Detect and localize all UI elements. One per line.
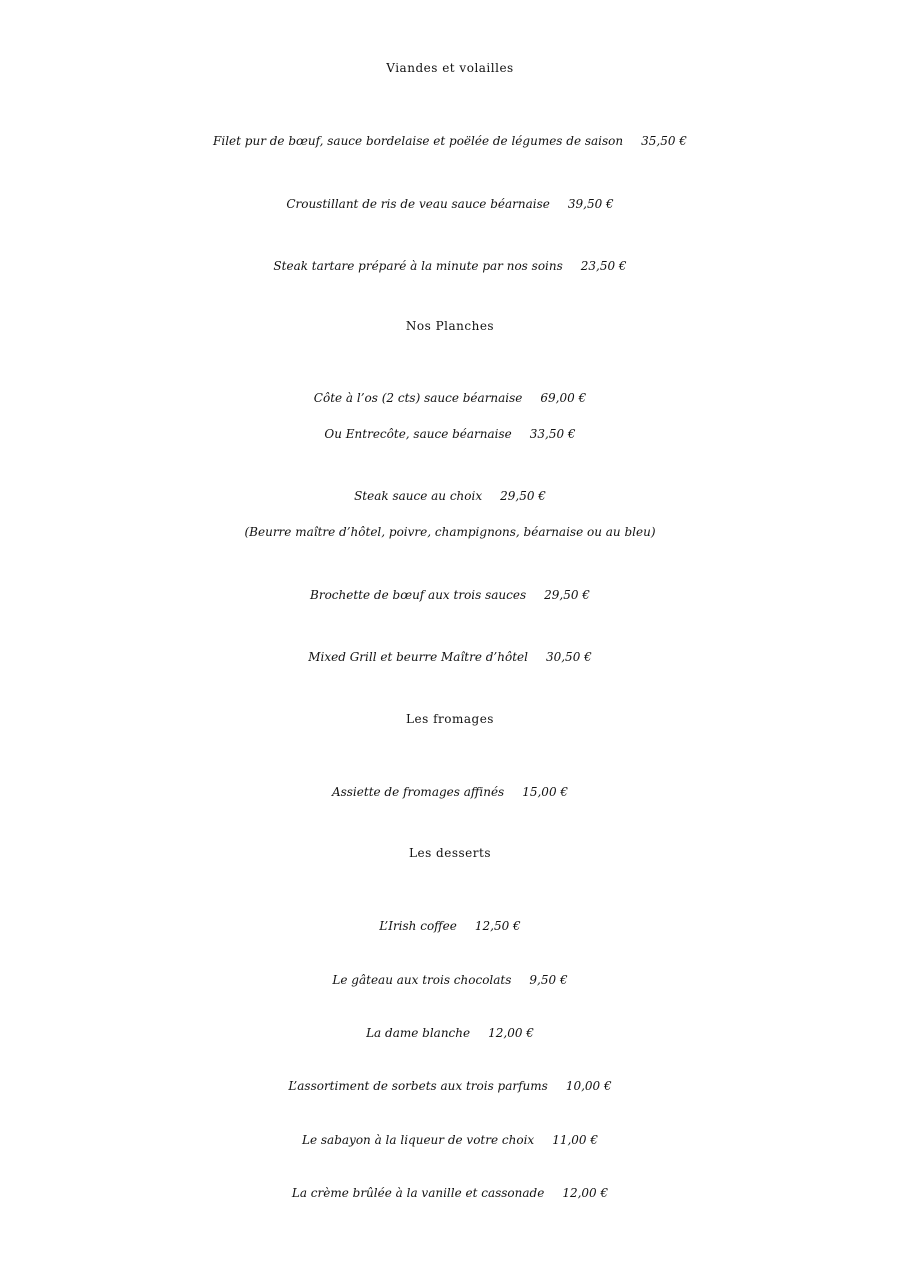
menu-item [0, 198, 900, 210]
item-price: 9,50 € [529, 973, 568, 987]
item-price: 12,00 € [562, 1186, 609, 1200]
section-title-planches: Nos Planches [405, 319, 495, 333]
item-price: 35,50 € [641, 134, 687, 148]
item-name: L’assortiment de sorbets aux trois parfums [288, 1079, 548, 1093]
item-price: 33,50 € [529, 427, 576, 441]
menu-item [0, 490, 900, 502]
menu-item [0, 974, 900, 986]
item-name: Assiette de fromages affinés [331, 785, 505, 799]
item-name: Le sabayon à la liqueur de votre choix [302, 1133, 535, 1147]
section-title-desserts: Les desserts [409, 846, 491, 860]
menu-item [0, 651, 900, 663]
section-title-fromages: Les fromages [406, 712, 494, 726]
item-name: Mixed Grill et beurre Maître d’hôtel [308, 650, 528, 664]
menu-item [0, 786, 900, 798]
item-name: Croustillant de ris de veau sauce béarnaise [286, 197, 550, 211]
menu-item [0, 920, 900, 932]
item-price: 15,00 € [522, 785, 569, 799]
menu-item [0, 589, 900, 601]
menu-item [0, 1027, 900, 1039]
menu-item [0, 392, 900, 404]
item-price: 39,50 € [567, 197, 614, 211]
item-name: Brochette de bœuf aux trois sauces [310, 588, 527, 602]
item-name: Steak sauce au choix [354, 489, 483, 503]
item-price: 10,00 € [565, 1079, 612, 1093]
item-price: 11,00 € [552, 1133, 598, 1147]
menu-item [0, 1187, 900, 1199]
menu-item [0, 260, 900, 272]
item-price: 23,50 € [580, 259, 627, 273]
item-name: Steak tartare préparé à la minute par nos soins [273, 259, 563, 273]
section-title-viandes: Viandes et volailles [386, 61, 514, 75]
item-price: 30,50 € [545, 650, 592, 664]
item-price: 29,50 € [544, 588, 590, 602]
menu-item [0, 428, 900, 440]
item-price: 29,50 € [500, 489, 546, 503]
menu-item [0, 1134, 900, 1146]
item-name: Côte à l’os (2 cts) sauce béarnaise [313, 391, 523, 405]
menu-item [0, 1080, 900, 1092]
item-price: 12,00 € [488, 1026, 534, 1040]
item-name: La crème brûlée à la vanille et cassonade [291, 1186, 545, 1200]
item-name: Le gâteau aux trois chocolats [332, 973, 512, 987]
item-name: L’Irish coffee [379, 919, 457, 933]
item-name: La dame blanche [366, 1026, 471, 1040]
item-price: 69,00 € [540, 391, 587, 405]
menu-item [0, 135, 900, 147]
item-note: (Beurre maître d’hôtel, poivre, champignons, béarnaise ou au bleu) [244, 525, 656, 539]
item-name: Ou Entrecôte, sauce béarnaise [324, 427, 512, 441]
item-name: Filet pur de bœuf, sauce bordelaise et poëlée de légumes de saison [213, 134, 624, 148]
item-price: 12,50 € [474, 919, 521, 933]
